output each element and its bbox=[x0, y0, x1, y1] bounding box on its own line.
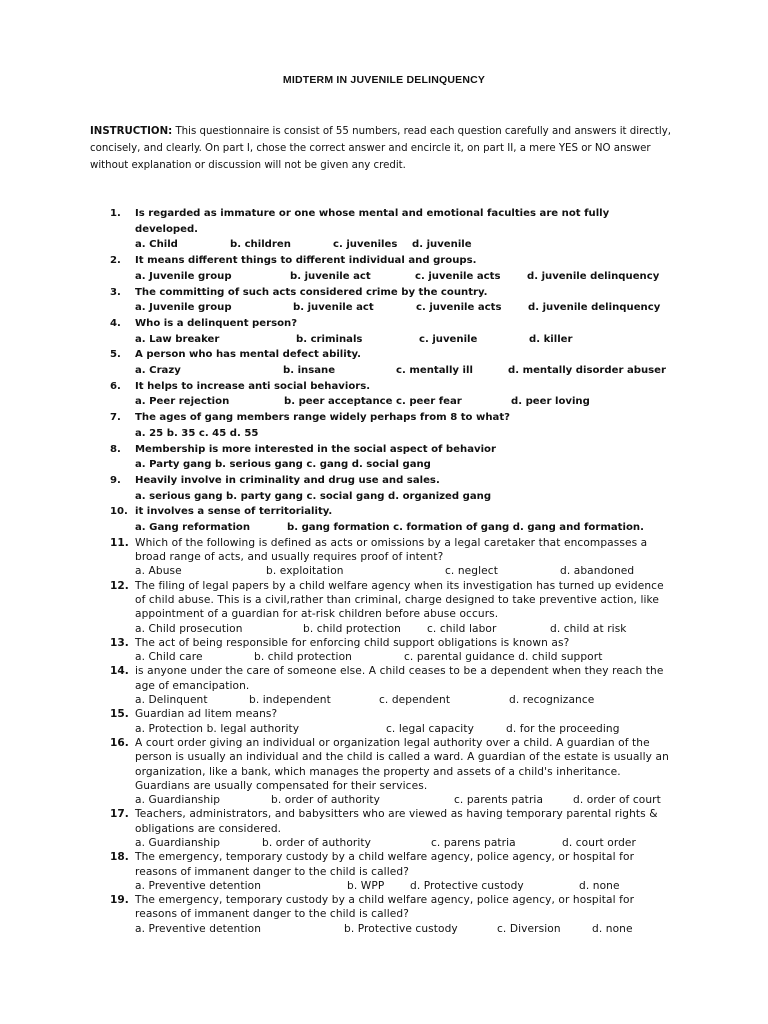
option-row bbox=[135, 693, 675, 707]
question-text: It helps to increase anti social behaviors. bbox=[135, 380, 371, 392]
option-row bbox=[135, 564, 675, 578]
question-14 bbox=[0, 664, 675, 707]
question-text: The act of being responsible for enforcing child support obligations is known as? bbox=[135, 636, 570, 649]
option-row bbox=[135, 426, 675, 442]
option-c[interactable]: c. parents patria bbox=[454, 794, 544, 807]
question-11 bbox=[0, 536, 675, 579]
question-8 bbox=[0, 442, 675, 473]
option-b[interactable]: b. exploitation bbox=[266, 565, 344, 578]
option-b[interactable]: b. children bbox=[230, 239, 291, 251]
option-c[interactable]: c. child labor bbox=[427, 622, 497, 635]
option-row bbox=[135, 836, 675, 850]
option-row bbox=[135, 722, 675, 736]
question-text: Is regarded as immature or one whose mental and emotional faculties are not fully developed. bbox=[135, 208, 610, 235]
option-c[interactable]: c. juvenile acts bbox=[416, 302, 502, 314]
option-b[interactable]: b. child protection bbox=[254, 651, 352, 664]
option-a[interactable]: a. Child care bbox=[135, 651, 203, 664]
option-row bbox=[135, 622, 675, 636]
question-number: 3. bbox=[110, 286, 121, 298]
option-c[interactable]: c. parental guidance d. child support bbox=[404, 651, 603, 664]
question-text: Who is a delinquent person? bbox=[135, 317, 298, 329]
option-d[interactable]: d. for the proceeding bbox=[506, 722, 620, 735]
question-number: 14. bbox=[110, 665, 129, 678]
option-a[interactable]: a. Child prosecution bbox=[135, 622, 243, 635]
question-list bbox=[0, 206, 768, 936]
option-d[interactable]: d. peer loving bbox=[511, 396, 590, 408]
question-number: 6. bbox=[110, 380, 121, 392]
question-number: 8. bbox=[110, 443, 121, 455]
option-b[interactable]: b. Protective custody bbox=[344, 922, 458, 935]
question-number: 9. bbox=[110, 474, 121, 486]
option-a[interactable]: a. Juvenile group bbox=[135, 302, 232, 314]
question-text: it involves a sense of territoriality. bbox=[135, 506, 333, 518]
option-b[interactable]: b. order of authority bbox=[271, 794, 381, 807]
option-a[interactable]: a. Law breaker bbox=[135, 333, 220, 345]
question-19 bbox=[0, 893, 675, 936]
option-row bbox=[135, 332, 675, 348]
option-c[interactable]: d. Protective custody bbox=[410, 879, 524, 892]
option-c[interactable]: c. juvenile bbox=[419, 333, 478, 345]
question-number: 4. bbox=[110, 317, 121, 329]
option-row bbox=[135, 489, 675, 505]
instruction-text: This questionnaire is consist of 55 numbers, read each question carefully and answers it directly, concisely, and clearly. On part I, chose the correct answer and encircle it, on part II, a mere YES or NO answer without explanation or discussion will not be given any credit. bbox=[90, 126, 671, 171]
option-c[interactable]: c. neglect bbox=[445, 565, 498, 578]
instruction-label: INSTRUCTION: bbox=[90, 126, 173, 137]
option-d[interactable]: d. mentally disorder abuser bbox=[508, 365, 666, 377]
option-a[interactable]: a. Child bbox=[135, 239, 178, 251]
option-row bbox=[135, 879, 675, 893]
option-d[interactable]: d. court order bbox=[562, 837, 637, 849]
question-text: is anyone under the care of someone else. A child ceases to be a dependent when they reach the age of emancipation. bbox=[135, 665, 664, 692]
option-a[interactable]: a. Delinquent bbox=[135, 694, 208, 707]
question-number: 1. bbox=[110, 208, 121, 219]
option-a[interactable]: a. Crazy bbox=[135, 365, 181, 377]
question-7 bbox=[0, 410, 675, 441]
question-number: 18. bbox=[110, 851, 129, 864]
option-d[interactable]: d. juvenile delinquency bbox=[528, 302, 661, 314]
option-c[interactable]: c. juveniles bbox=[333, 239, 398, 251]
question-text: Teachers, administrators, and babysitters who are viewed as having temporary parental rights & obligations are considered. bbox=[135, 808, 658, 835]
question-number: 19. bbox=[110, 894, 129, 907]
question-13 bbox=[0, 636, 675, 665]
question-4 bbox=[0, 316, 675, 347]
option-row bbox=[135, 363, 675, 379]
options-inline[interactable]: a. Party gang b. serious gang c. gang d. social gang bbox=[135, 459, 431, 471]
option-d[interactable]: d. killer bbox=[529, 333, 573, 345]
options-inline[interactable]: a. 25 b. 35 c. 45 d. 55 bbox=[135, 427, 259, 439]
option-a[interactable]: a. Preventive detention bbox=[135, 922, 262, 935]
option-b[interactable]: b. child protection bbox=[303, 622, 401, 635]
question-5 bbox=[0, 347, 675, 378]
option-b[interactable]: b. juvenile act bbox=[290, 270, 371, 282]
option-b[interactable]: b. criminals bbox=[296, 333, 363, 345]
question-9 bbox=[0, 473, 675, 504]
option-a[interactable]: a. Guardianship bbox=[135, 837, 221, 849]
question-text: Heavily involve in criminality and drug use and sales. bbox=[135, 474, 440, 486]
option-d[interactable]: d. none bbox=[579, 879, 620, 892]
option-d[interactable]: d. child at risk bbox=[550, 622, 627, 635]
option-b[interactable]: b. peer acceptance c. peer fear bbox=[284, 396, 462, 408]
question-15 bbox=[0, 707, 675, 736]
question-number: 10. bbox=[110, 506, 128, 518]
option-row bbox=[135, 520, 675, 536]
option-b[interactable]: b. order of authority bbox=[262, 837, 372, 849]
question-text: The filing of legal papers by a child welfare agency when its investigation has turned up evidence of child abuse. This is a civil,rather than criminal, charge designed to take preventive action, like appointment of a guardian for at-risk children before abuse occurs. bbox=[135, 579, 664, 621]
option-a[interactable]: a. Preventive detention bbox=[135, 879, 262, 892]
question-text: Membership is more interested in the social aspect of behavior bbox=[135, 443, 496, 455]
option-d[interactable]: d. juvenile bbox=[412, 239, 472, 251]
question-6 bbox=[0, 379, 675, 410]
question-2 bbox=[0, 253, 675, 284]
option-a[interactable]: a. Juvenile group bbox=[135, 270, 232, 282]
question-number: 5. bbox=[110, 349, 121, 361]
option-d[interactable]: d. order of court bbox=[573, 794, 661, 807]
option-a[interactable]: a. Guardianship bbox=[135, 794, 221, 807]
option-c[interactable]: c. parens patria bbox=[431, 837, 516, 849]
option-a[interactable]: a. Protection b. legal authority bbox=[135, 722, 300, 735]
option-row bbox=[135, 394, 675, 410]
question-18 bbox=[0, 850, 675, 893]
options-inline[interactable]: a. serious gang b. party gang c. social gang d. organized gang bbox=[135, 490, 492, 502]
question-text: The emergency, temporary custody by a child welfare agency, police agency, or hospital for reasons of immanent danger to the child is called? bbox=[135, 894, 635, 921]
option-a[interactable]: a. Gang reformation bbox=[135, 522, 251, 534]
question-1 bbox=[0, 206, 675, 253]
question-text: The ages of gang members range widely perhaps from 8 to what? bbox=[135, 412, 511, 424]
option-row bbox=[135, 237, 675, 253]
question-12 bbox=[0, 579, 675, 636]
option-b[interactable]: b. WPP bbox=[347, 879, 385, 892]
option-d[interactable]: d. recognizance bbox=[509, 694, 595, 707]
option-b[interactable]: b. gang formation c. formation of gang d. gang and formation. bbox=[287, 522, 644, 534]
option-row bbox=[135, 457, 675, 473]
question-text: A person who has mental defect ability. bbox=[135, 349, 362, 361]
question-17 bbox=[0, 807, 675, 850]
question-text: Guardian ad litem means? bbox=[135, 708, 278, 721]
option-d[interactable]: d. abandoned bbox=[560, 565, 635, 578]
question-3 bbox=[0, 285, 675, 316]
option-c[interactable]: c. juvenile acts bbox=[415, 270, 501, 282]
question-text: The emergency, temporary custody by a child welfare agency, police agency, or hospital for reasons of immanent danger to the child is called? bbox=[135, 851, 635, 878]
option-row bbox=[135, 300, 675, 316]
instruction-paragraph bbox=[90, 123, 690, 174]
option-c[interactable]: c. legal capacity bbox=[386, 722, 474, 735]
option-a[interactable]: a. Peer rejection bbox=[135, 396, 230, 408]
question-number: 15. bbox=[110, 708, 129, 721]
option-b[interactable]: b. juvenile act bbox=[293, 302, 374, 314]
question-number: 17. bbox=[110, 808, 129, 821]
option-b[interactable]: b. insane bbox=[283, 365, 336, 377]
option-c[interactable]: c. dependent bbox=[379, 694, 451, 707]
option-d[interactable]: d. none bbox=[592, 922, 633, 935]
question-number: 11. bbox=[110, 536, 129, 549]
question-text: It means different things to different individual and groups. bbox=[135, 255, 477, 267]
question-number: 7. bbox=[110, 412, 121, 424]
question-text: A court order giving an individual or organization legal authority over a child. A guardian of the person is usually an individual and the child is called a ward. A guardian of the estate is usually an organization, like a bank, which manages the property and assets of a child's inheritance. Guardians are usually compensated for their services. bbox=[135, 736, 669, 792]
question-number: 2. bbox=[110, 255, 121, 267]
question-number: 12. bbox=[110, 579, 129, 592]
question-number: 13. bbox=[110, 636, 129, 649]
question-number: 16. bbox=[110, 736, 129, 749]
option-a[interactable]: a. Abuse bbox=[135, 565, 182, 578]
question-10 bbox=[0, 504, 675, 535]
question-text: Which of the following is defined as acts or omissions by a legal caretaker that encompasses a broad range of acts, and usually requires proof of intent? bbox=[135, 536, 648, 564]
option-row bbox=[135, 922, 675, 936]
exam-title: MIDTERM IN JUVENILE DELINQUENCY bbox=[282, 74, 486, 86]
option-d[interactable]: d. juvenile delinquency bbox=[527, 270, 660, 282]
question-16 bbox=[0, 736, 675, 807]
question-text: The committing of such acts considered crime by the country. bbox=[135, 286, 488, 298]
option-row bbox=[135, 793, 675, 807]
option-c[interactable]: c. mentally ill bbox=[396, 365, 473, 377]
option-b[interactable]: b. independent bbox=[249, 694, 331, 707]
option-row bbox=[135, 269, 675, 285]
option-row bbox=[135, 650, 675, 664]
option-c[interactable]: c. Diversion bbox=[497, 922, 561, 935]
